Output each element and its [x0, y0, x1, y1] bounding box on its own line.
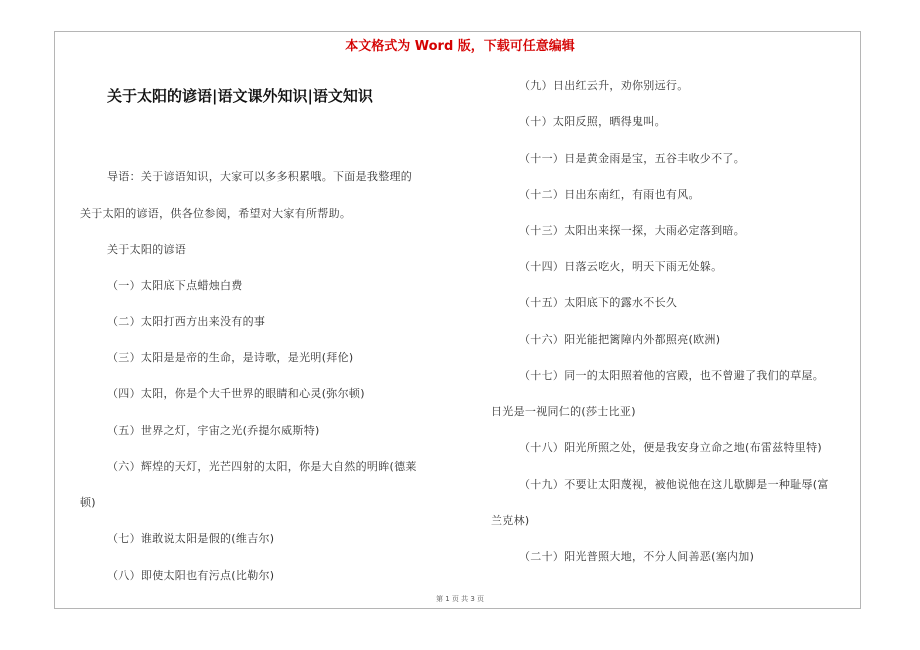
- proverb-item: （十一）日是黄金雨是宝，五谷丰收少不了。: [519, 152, 745, 165]
- edit-banner: 本文格式为 Word 版，下载可任意编辑: [345, 39, 575, 54]
- proverb-item-continued: 兰克林): [491, 514, 530, 527]
- proverb-item: （十三）太阳出来探一探，大雨必定落到暗。: [519, 224, 745, 237]
- proverb-item: （三）太阳是是帝的生命，是诗歌，是光明(拜伦): [107, 351, 354, 364]
- proverb-item: （十七）同一的太阳照着他的宫殿，也不曾避了我们的草屋。: [519, 369, 825, 382]
- proverb-item-continued: 顿): [80, 496, 96, 509]
- proverb-item: （四）太阳，你是个大千世界的眼睛和心灵(弥尔顿): [107, 387, 365, 400]
- proverb-item: （十六）阳光能把篱障内外都照亮(欧洲): [519, 333, 721, 346]
- proverb-item: （八）即使太阳也有污点(比勒尔): [107, 569, 275, 582]
- proverb-item: （十八）阳光所照之处，便是我安身立命之地(布雷兹特里特): [519, 441, 822, 454]
- intro-line: 导语：关于谚语知识，大家可以多多积累哦。下面是我整理的: [107, 170, 413, 183]
- proverb-item: （二十）阳光普照大地，不分人间善恶(塞内加): [519, 550, 755, 563]
- proverb-item: （六）辉煌的天灯，光芒四射的太阳，你是大自然的明眸(德莱: [107, 460, 417, 473]
- proverb-item: （七）谁敢说太阳是假的(维吉尔): [107, 532, 275, 545]
- proverb-item: （十五）太阳底下的露水不长久: [519, 296, 678, 309]
- intro-line: 关于太阳的谚语，供各位参阅，希望对大家有所帮助。: [80, 207, 352, 220]
- page-footer: 第 1 页 共 3 页: [435, 595, 485, 603]
- proverb-item-continued: 日光是一视同仁的(莎士比亚): [491, 405, 636, 418]
- proverb-item: （一）太阳底下点蜡烛白费: [107, 279, 243, 292]
- proverb-item: （十九）不要让太阳蔑视，被他说他在这儿歇脚是一种耻辱(富: [519, 478, 829, 491]
- section-heading: 关于太阳的谚语: [107, 243, 187, 256]
- page-title: 关于太阳的谚语|语文课外知识|语文知识: [107, 87, 373, 105]
- proverb-item: （二）太阳打西方出来没有的事: [107, 315, 266, 328]
- proverb-item: （十）太阳反照，晒得鬼叫。: [519, 115, 666, 128]
- proverb-item: （五）世界之灯，宇宙之光(乔提尔威斯特): [107, 424, 320, 437]
- proverb-item: （十四）日落云吃火，明天下雨无处躲。: [519, 260, 723, 273]
- proverb-item: （十二）日出东南红，有雨也有风。: [519, 188, 700, 201]
- proverb-item: （九）日出红云升，劝你别远行。: [519, 79, 689, 92]
